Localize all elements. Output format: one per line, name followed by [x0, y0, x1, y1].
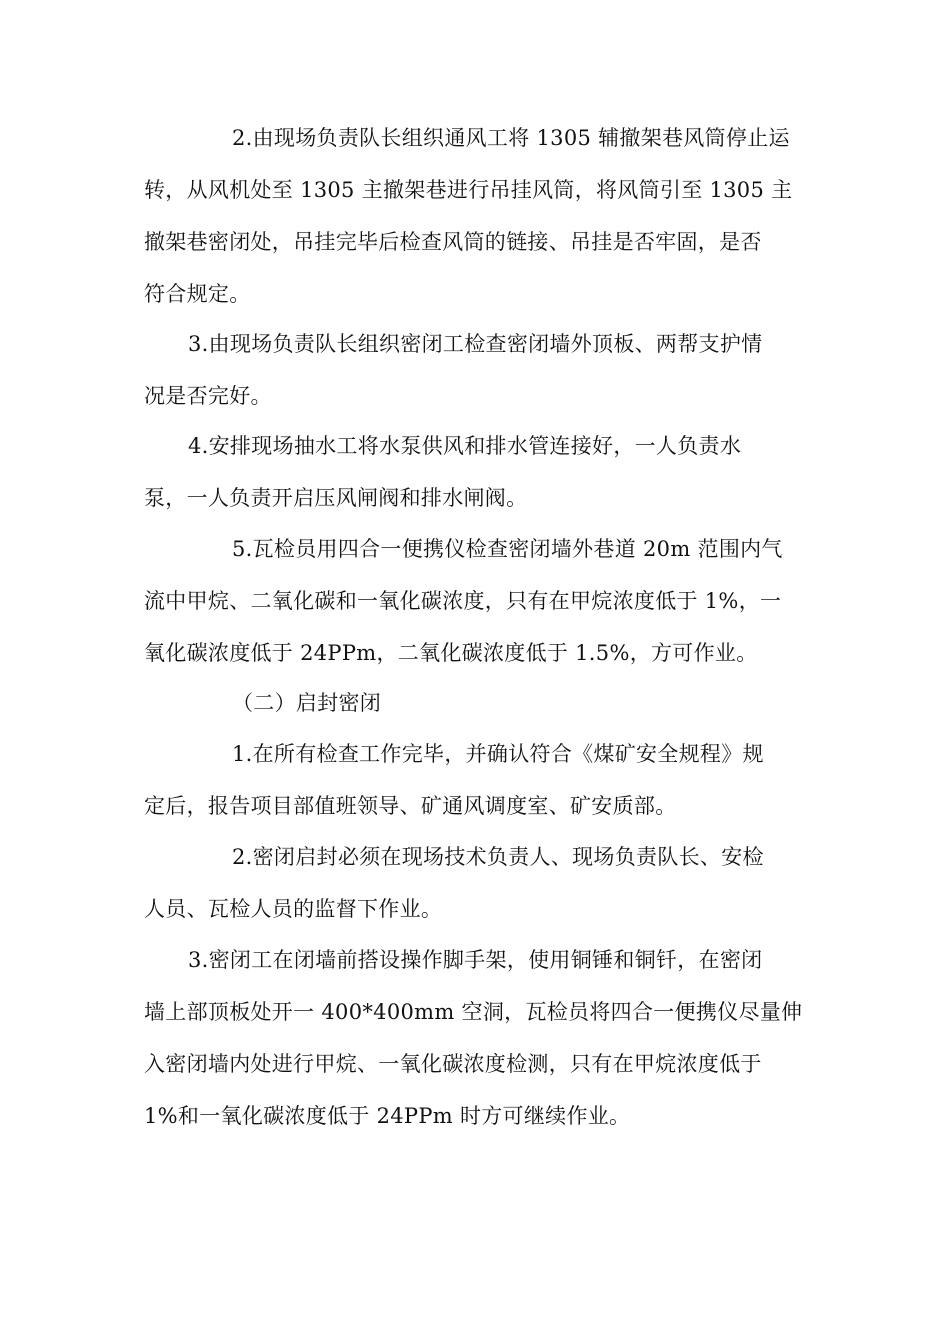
- paragraph-item-4-pump: [144, 420, 810, 524]
- paragraph-item-3-roof-check: [144, 318, 810, 422]
- text-line: 4.安排现场抽水工将水泵供风和排水管连接好，一人负责水: [188, 434, 742, 458]
- text-line: 2.由现场负责队长组织通风工将 1305 辅撤架巷风筒停止运: [232, 126, 790, 150]
- text-line: 人员、瓦检人员的监督下作业。: [144, 897, 443, 921]
- text-line: 1.在所有检查工作完毕，并确认符合《煤矿安全规程》规: [232, 742, 764, 766]
- paragraph-item-5-gas-check: [144, 523, 810, 679]
- section-heading-text: （二）启封密闭: [232, 691, 382, 715]
- text-line: 入密闭墙内处进行甲烷、一氧化碳浓度检测，只有在甲烷浓度低于: [144, 1052, 762, 1076]
- text-line: 墙上部顶板处开一 400*400mm 空洞，瓦检员将四合一便携仪尽量伸: [144, 1000, 803, 1024]
- text-line: 泵，一人负责开启压风闸阀和排水闸阀。: [144, 486, 528, 510]
- text-line: 2.密闭启封必须在现场技术负责人、现场负责队长、安检: [232, 845, 764, 869]
- section-heading: [144, 677, 810, 729]
- paragraph-item-2-supervision: [144, 831, 810, 935]
- text-line: 3.由现场负责队长组织密闭工检查密闭墙外顶板、两帮支护情: [188, 332, 763, 356]
- text-line: 氧化碳浓度低于 24PPm，二氧化碳浓度低于 1.5%，方可作业。: [144, 641, 758, 665]
- text-line: 3.密闭工在闭墙前搭设操作脚手架，使用铜锤和铜钎，在密闭: [188, 948, 763, 972]
- text-line: 符合规定。: [144, 282, 251, 306]
- paragraph-item-1-report: [144, 728, 810, 832]
- text-line: 5.瓦检员用四合一便携仪检查密闭墙外巷道 20m 范围内气: [232, 537, 783, 561]
- paragraph-item-2-fan-duct: [144, 112, 810, 320]
- text-line: 转，从风机处至 1305 主撤架巷进行吊挂风筒，将风筒引至 1305 主: [144, 178, 793, 202]
- text-line: 流中甲烷、二氧化碳和一氧化碳浓度，只有在甲烷浓度低于 1%，一: [144, 589, 782, 613]
- text-line: 撤架巷密闭处，吊挂完毕后检查风筒的链接、吊挂是否牢固，是否: [144, 230, 762, 254]
- text-line: 况是否完好。: [144, 384, 272, 408]
- text-line: 定后，报告项目部值班领导、矿通风调度室、矿安质部。: [144, 794, 677, 818]
- paragraph-item-3-opening: [144, 934, 810, 1142]
- text-line: 1%和一氧化碳浓度低于 24PPm 时方可继续作业。: [144, 1104, 631, 1128]
